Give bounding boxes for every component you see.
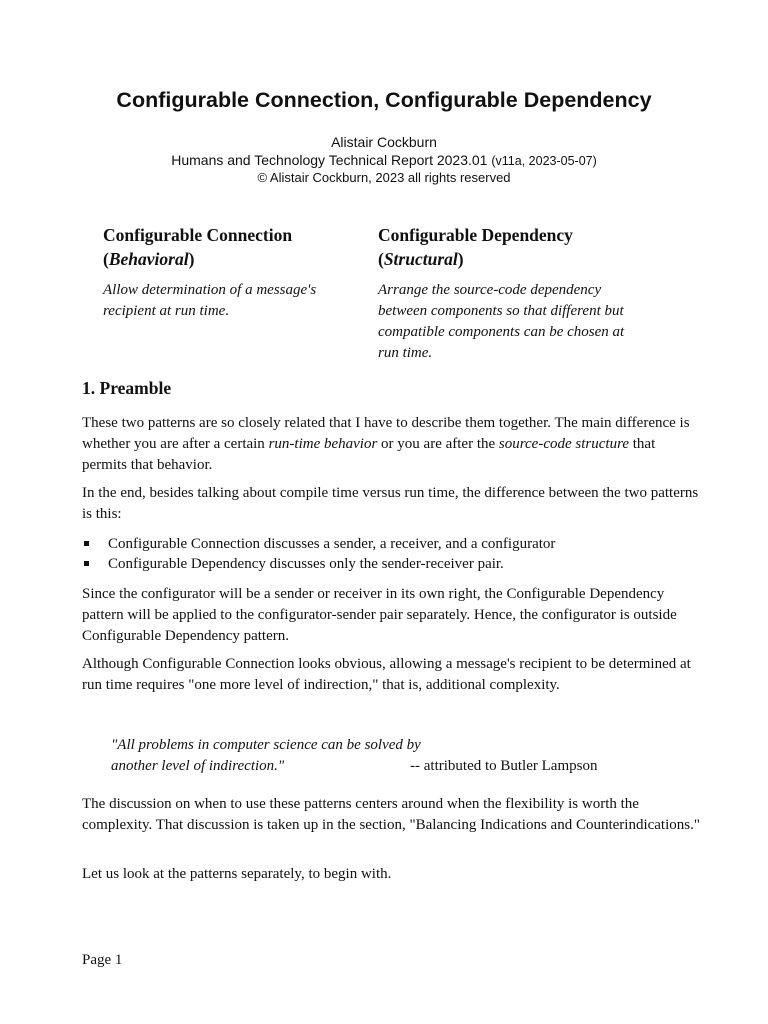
report-line <box>0 152 768 168</box>
bullet-list <box>82 534 702 574</box>
quote-line: "All problems in computer science can be solved by <box>111 737 421 753</box>
page-number: Page 1 <box>82 952 123 968</box>
paren-open: ( <box>378 249 384 269</box>
paren-close: ) <box>188 249 195 269</box>
desc-line: Allow determination of a message's <box>103 282 317 298</box>
report-version: (v11a, 2023-05-07) <box>491 154 597 168</box>
pattern-column-connection <box>103 223 361 322</box>
author-line: Alistair Cockburn <box>331 134 437 150</box>
pattern-column-dependency <box>378 223 668 364</box>
column-title-main: Configurable Dependency <box>378 225 573 245</box>
desc-line: Arrange the source-code dependency <box>378 282 602 298</box>
text-run: These two patterns are so closely related that I have to describe them together. The main difference is whether you are after a certain <box>82 415 690 452</box>
quote-block <box>111 735 671 777</box>
paren-open: ( <box>103 249 109 269</box>
list-item <box>82 534 702 554</box>
copyright-line: © Alistair Cockburn, 2023 all rights reserved <box>257 170 511 185</box>
column-title <box>103 223 361 271</box>
paragraph-discussion: The discussion on when to use these patterns centers around when the flexibility is worth the complexity. That discussion is taken up in the section, "Balancing Indications and Counterindications." <box>82 796 700 833</box>
column-title-main: Configurable Connection <box>103 225 293 245</box>
paragraph-difference: In the end, besides talking about compile time versus run time, the difference between the two patterns is this: <box>82 485 699 522</box>
text-run: that permits that behavior. <box>82 436 656 473</box>
list-item-text: Configurable Connection discusses a sender, a receiver, and a configurator <box>108 536 556 552</box>
column-kind: Behavioral <box>108 249 189 269</box>
list-item <box>82 554 702 574</box>
desc-line: between components so that different but <box>378 303 624 319</box>
bullet-square-icon <box>84 541 89 546</box>
text-run: or you are after the <box>377 436 499 452</box>
paragraph-configurator: Since the configurator will be a sender or receiver in its own right, the Configurable Dependency pattern will be applied to the configurator-sender pair separately. Hence, the configurator is outside Configurable Dependency pattern. <box>82 586 677 644</box>
report-name: Humans and Technology Technical Report 2023.01 <box>171 152 488 168</box>
paragraph-closing: Let us look at the patterns separately, to begin with. <box>82 866 392 882</box>
bullet-square-icon <box>84 561 89 566</box>
quote-line: another level of indirection." <box>111 758 285 774</box>
column-kind: Structural <box>383 249 458 269</box>
paragraph-intro <box>82 413 702 476</box>
emphasis: run-time behavior <box>268 436 378 452</box>
column-title <box>378 223 668 271</box>
desc-line: recipient at run time. <box>103 303 230 319</box>
desc-line: run time. <box>378 345 433 361</box>
column-description <box>103 280 361 322</box>
quote-attribution: -- attributed to Butler Lampson <box>410 758 598 774</box>
document-title: Configurable Connection, Configurable Dependency <box>116 88 652 112</box>
desc-line: compatible components can be chosen at <box>378 324 625 340</box>
section-heading: 1. Preamble <box>82 378 172 398</box>
list-item-text: Configurable Dependency discusses only the sender-receiver pair. <box>108 556 504 572</box>
emphasis: source-code structure <box>498 436 630 452</box>
paragraph-indirection: Although Configurable Connection looks obvious, allowing a message's recipient to be determined at run time requires "one more level of indirection," that is, additional complexity. <box>82 656 691 693</box>
paren-close: ) <box>457 249 464 269</box>
column-description <box>378 280 668 364</box>
